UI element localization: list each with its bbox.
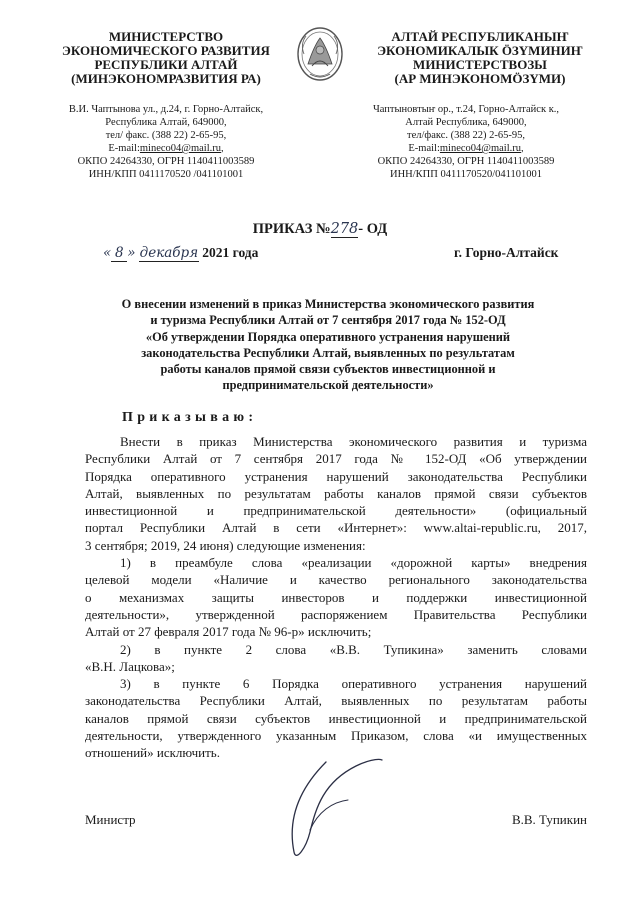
body-line: 1) в преамбуле слова «реализации «дорожной карты» внедрения [120,555,587,571]
body-line: инвестиционной и предпринимательской деятельности» (официальный [85,503,587,519]
header-left-line: (МИНЭКОНОМРАЗВИТИЯ РА) [71,71,261,86]
header-right-line: АЛТАЙ РЕСПУБЛИКАНЫҤ [391,29,569,44]
header-left [46,30,286,86]
body-line: портал Республики Алтай в сети «Интернет»: www.altai-republic.ru, 2017, [85,520,587,536]
email-label: E-mail: [108,143,140,154]
address-email-line [336,142,596,155]
header-right-line: МИНИСТЕРСТВОЗЫ [413,57,547,72]
body-line: Алтай, выявленных по результатам работы каналов прямой связи субъектов [85,485,587,501]
email-suffix: , [220,143,224,154]
title-line: и туризма Республики Алтай от 7 сентября 2017 года № 152-ОД [150,313,506,328]
prikazyvayu-heading: Приказываю: [122,410,258,425]
handwritten-signature [266,752,386,864]
title-line: «Об утверждении Порядка оперативного устранения нарушений [145,329,511,344]
date-open-quote: « [103,245,112,261]
emblem-icon [294,24,346,84]
body-line: «В.Н. Лацкова»; [85,658,175,674]
email-link[interactable]: mineco04@mail.ru [139,143,221,154]
date-month: декабря [139,245,199,261]
address-street: В.И. Чаптынова ул., д.24, г. Горно-Алтайск, [68,104,264,115]
order-heading [0,221,640,238]
address-phone: тел/факс. (388 22) 2-65-95, [407,130,525,141]
address-region: Алтай Республика, 649000, [405,117,527,128]
email-link[interactable]: mineco04@mail.ru [439,143,521,154]
address-okpo: ОКПО 24264330, ОГРН 1140411003589 [377,156,555,167]
header-left-line: ЭКОНОМИЧЕСКОГО РАЗВИТИЯ [62,43,270,58]
header-left-line: РЕСПУБЛИКИ АЛТАЙ [94,57,238,72]
body-line: отношений» исключить. [85,745,220,761]
address-phone: тел/ факс. (388 22) 2-65-95, [105,130,227,141]
address-street: Чаптыновтыҥ ор., т.24, Горно-Алтайск к., [372,104,560,115]
body-line: деятельности, утвержденного указанным Приказом, слова «и имущественных [85,728,587,744]
order-number: 278 [330,221,359,237]
body-line: Республики Алтай от 7 сентября 2017 года № 152-ОД «Об утверждении [85,451,587,467]
date-close-quote: » [127,245,136,261]
date-year: 2021 года [202,245,259,260]
order-suffix: - ОД [358,221,388,237]
address-right [336,103,596,181]
body-line: Внести в приказ Министерства экономического развития и туризма [120,434,587,449]
header-left-line: МИНИСТЕРСТВО [108,29,224,44]
address-region: Республика Алтай, 649000, [105,117,227,128]
signer-title: Министр [85,812,136,827]
body-line: 2) в пункте 2 слова «В.В. Тупикина» заменить словами [120,641,587,657]
address-left [36,103,296,181]
header-right [360,30,600,86]
body-line: Порядка оперативного устранения нарушений законодательства Республики [85,468,587,484]
title-line: законодательства Республики Алтай, выявленных по результатам [141,345,515,360]
title-line: предпринимательской деятельности» [222,378,434,393]
address-email-line [36,142,296,155]
order-title [78,296,578,394]
title-line: О внесении изменений в приказ Министерства экономического развития [121,297,535,311]
order-body [85,433,587,762]
email-suffix: , [520,143,524,154]
body-line: о механизмах защиты инвесторов и поддержки инвестиционной [85,589,587,605]
email-label: E-mail: [408,143,440,154]
signer-name: В.В. Тупикин [511,812,587,827]
header-right-line: (АР МИНЭКОНОМÖЗҮМИ) [394,71,566,86]
order-date [103,245,258,262]
address-inn: ИНН/КПП 0411170520/041101001 [390,169,542,180]
header-right-line: ЭКОНОМИКАЛЫК ÖЗҮМИНИҤ [377,43,583,58]
body-line: Алтай от 27 февраля 2017 года № 96-р» исключить; [85,624,372,640]
body-line: 3 сентября; 2019, 24 июня) следующие изменения: [85,537,366,553]
address-okpo: ОКПО 24264330, ОГРН 1140411003589 [77,156,255,167]
body-line: целевой модели «Наличие и качество регионального законодательства [85,572,587,588]
body-line: деятельности», утвержденной распоряжением Правительства Республики [85,606,587,622]
body-line: 3) в пункте 6 Порядка оперативного устранения нарушений [120,676,587,692]
date-day: 8 [111,245,127,262]
order-prefix: ПРИКАЗ № [252,221,331,237]
body-line: законодательства Республики Алтай, выявленных по результатам работы [85,693,587,709]
address-inn: ИНН/КПП 0411170520 /041101001 [88,169,244,180]
order-city: г. Горно-Алтайск [454,245,559,260]
title-line: работы каналов прямой связи субъектов инвестиционной и [160,362,496,377]
body-line: каналов прямой связи субъектов инвестиционной и предпринимательской [85,710,587,726]
